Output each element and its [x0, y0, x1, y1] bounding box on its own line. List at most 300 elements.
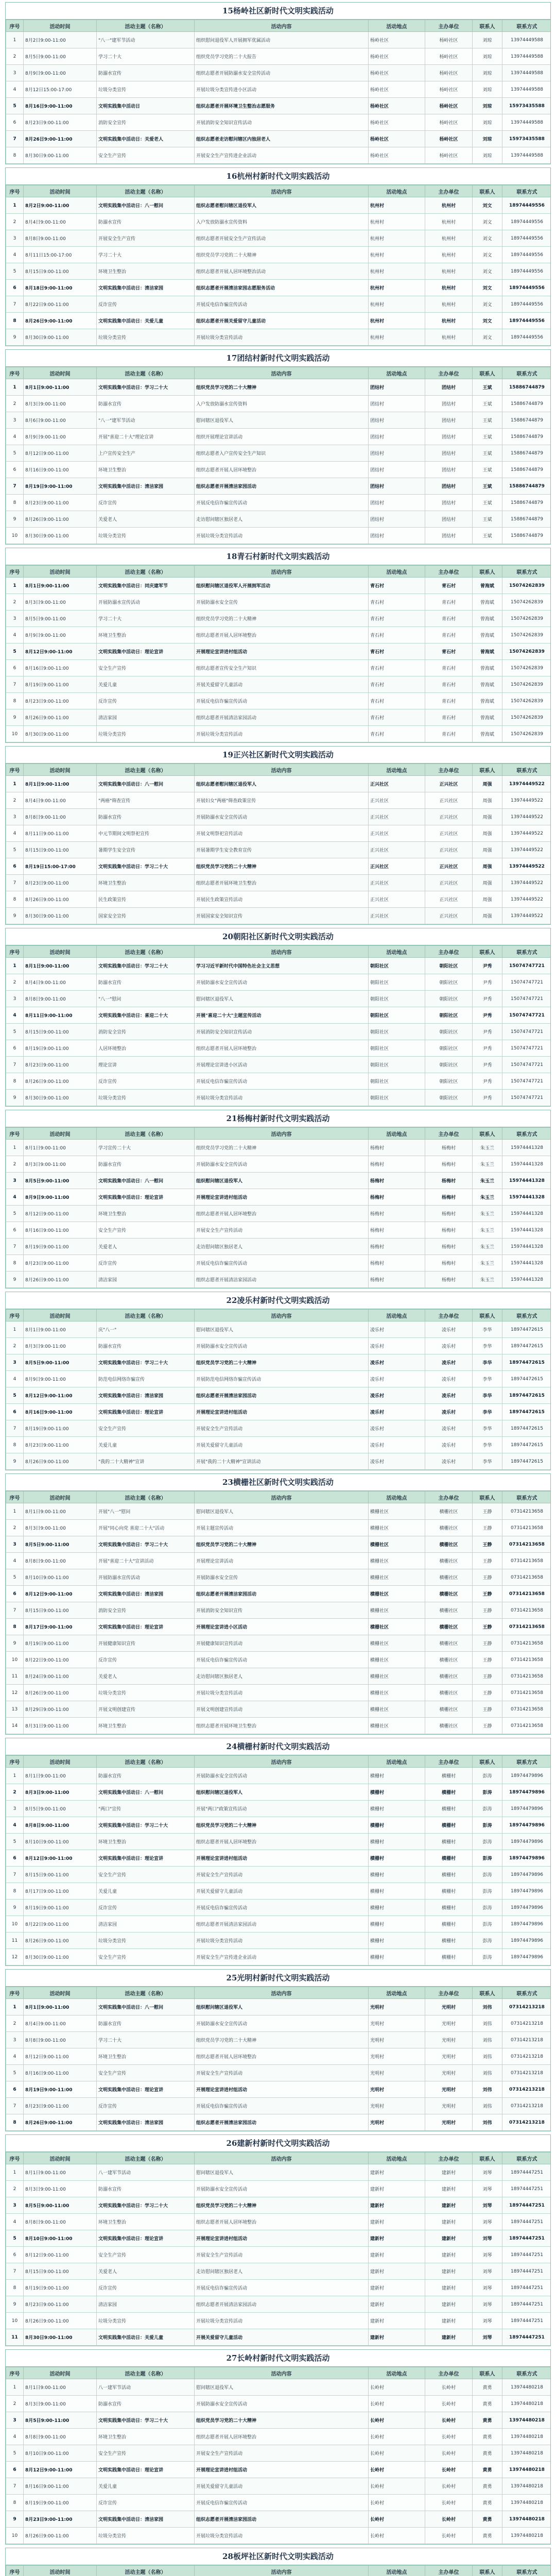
cell-org: 横栅社区 [425, 1536, 473, 1553]
cell-person: 尹秀 [473, 1024, 502, 1040]
cell-place: 长岭村 [369, 2445, 425, 2462]
table-row [6, 1338, 551, 1354]
cell-org: 团结村 [425, 379, 473, 396]
cell-time: 8月5日9:00-11:00 [24, 1354, 97, 1371]
cell-time: 8月26日9:00-11:00 [24, 511, 97, 528]
cell-org: 横栅村 [425, 1850, 473, 1867]
cell-person: 王静 [473, 1619, 502, 1635]
cell-place: 长岭村 [369, 2528, 425, 2544]
cell-tel: 13974449522 [502, 842, 551, 858]
cell-tel: 13974480218 [502, 2528, 551, 2544]
cell-tel: 18974479896 [502, 1834, 551, 1850]
cell-org: 正兴社区 [425, 908, 473, 924]
header-person: 联系人 [473, 1128, 502, 1140]
cell-place: 横栅社区 [369, 1602, 425, 1619]
header-name: 活动主题（名称） [97, 2367, 195, 2379]
cell-no: 7 [6, 875, 24, 891]
cell-person: 彭涛 [473, 1916, 502, 1933]
cell-name: 安全生产宣传 [97, 2445, 195, 2462]
table-row [6, 2280, 551, 2296]
cell-org: 青石村 [425, 611, 473, 627]
cell-org: 团结村 [425, 462, 473, 478]
header-place: 活动地点 [369, 1756, 425, 1768]
cell-org: 青石村 [425, 643, 473, 660]
cell-org: 杨梅村 [425, 1173, 473, 1189]
activity-table [6, 1309, 551, 1470]
header-person: 联系人 [473, 185, 502, 197]
cell-place: 杨岭社区 [369, 147, 425, 164]
cell-time: 8月26日9:00-11:00 [24, 313, 97, 329]
cell-person: 刘文 [473, 313, 502, 329]
header-person: 联系人 [473, 2566, 502, 2576]
cell-content: 组织志愿者慰问辖区退役军人 [195, 776, 369, 792]
cell-time: 8月30日9:00-11:00 [24, 528, 97, 544]
header-name: 活动主题（名称） [97, 764, 195, 776]
cell-org: 青石村 [425, 660, 473, 676]
activity-section [5, 2548, 551, 2576]
cell-no: 9 [6, 329, 24, 346]
cell-no: 2 [6, 2015, 24, 2032]
cell-no: 3 [6, 611, 24, 627]
cell-no: 8 [6, 891, 24, 908]
cell-no: 5 [6, 1206, 24, 1222]
cell-content: 开展反电信诈骗宣传活动 [195, 2280, 369, 2296]
cell-time: 8月1日9:00-11:00 [24, 1768, 97, 1784]
cell-org: 朝阳社区 [425, 1090, 473, 1106]
cell-time: 8月26日9:00-11:00 [24, 1073, 97, 1090]
cell-tel: 15974441328 [502, 1206, 551, 1222]
cell-content: 组织志愿者开展环境卫生整治 [195, 875, 369, 891]
cell-name: 安全生产宣传 [97, 1867, 195, 1883]
cell-name: 文明实践集中活动日：八一慰问 [97, 776, 195, 792]
cell-place: 正兴社区 [369, 908, 425, 924]
cell-name: 文明实践集中活动日：喜迎二十大 [97, 1007, 195, 1024]
cell-place: 建新村 [369, 2230, 425, 2247]
cell-tel: 18974479896 [502, 1867, 551, 1883]
cell-no: 1 [6, 1140, 24, 1156]
cell-person: 朱玉兰 [473, 1156, 502, 1173]
table-row [6, 2247, 551, 2263]
cell-tel: 13974480218 [502, 2396, 551, 2412]
cell-tel: 13974480218 [502, 2511, 551, 2528]
cell-content: 开展健康知识宣传活动 [195, 1635, 369, 1652]
table-row [6, 792, 551, 809]
table-row [6, 809, 551, 825]
cell-tel: 13974480218 [502, 2429, 551, 2445]
cell-tel: 15074262839 [502, 578, 551, 594]
cell-time: 8月5日9:00-11:00 [24, 1536, 97, 1553]
cell-no: 8 [6, 1255, 24, 1272]
cell-person: 王斌 [473, 429, 502, 445]
cell-content: 走访慰问辖区独居老人 [195, 1239, 369, 1255]
cell-name: 文明实践集中活动日：理论宣讲 [97, 2230, 195, 2247]
cell-person: 彭涛 [473, 1949, 502, 1965]
cell-place: 青石村 [369, 726, 425, 742]
header-content: 活动内容 [195, 1756, 369, 1768]
header-person: 联系人 [473, 1987, 502, 1999]
cell-org: 杭州村 [425, 197, 473, 214]
table-row [6, 32, 551, 48]
header-content: 活动内容 [195, 1128, 369, 1140]
cell-time: 8月19日9:00-11:00 [24, 478, 97, 495]
cell-place: 朝阳社区 [369, 1090, 425, 1106]
cell-tel: 18974479896 [502, 1817, 551, 1834]
cell-person: 刘琴 [473, 2313, 502, 2329]
cell-place: 横栅村 [369, 1867, 425, 1883]
cell-place: 团结村 [369, 396, 425, 412]
cell-no: 2 [6, 214, 24, 230]
cell-org: 长岭村 [425, 2429, 473, 2445]
table-row [6, 1784, 551, 1801]
header-place: 活动地点 [369, 2153, 425, 2164]
cell-person: 刘伟 [473, 2114, 502, 2131]
cell-tel: 15974441328 [502, 1173, 551, 1189]
cell-name: 文明实践集中活动日：清洁家园 [97, 478, 195, 495]
cell-time: 8月22日9:00-11:00 [24, 1652, 97, 1668]
cell-place: 朝阳社区 [369, 1024, 425, 1040]
cell-person: 朱玉兰 [473, 1189, 502, 1206]
cell-time: 8月26日9:00-11:00 [24, 891, 97, 908]
cell-place: 凌乐村 [369, 1321, 425, 1338]
cell-time: 8月15日9:00-11:00 [24, 263, 97, 280]
header-place: 活动地点 [369, 2367, 425, 2379]
table-row [6, 1437, 551, 1453]
cell-org: 青石村 [425, 693, 473, 709]
cell-no: 7 [6, 1602, 24, 1619]
cell-place: 正兴社区 [369, 792, 425, 809]
table-row [6, 2445, 551, 2462]
cell-content: 组织志愿者开展清洁家园活动 [195, 478, 369, 495]
header-content: 活动内容 [195, 1310, 369, 1321]
cell-place: 杨梅村 [369, 1173, 425, 1189]
cell-place: 杨岭社区 [369, 48, 425, 65]
cell-place: 杭州村 [369, 296, 425, 313]
cell-content: 开展关爱留守儿童活动 [195, 2329, 369, 2346]
cell-time: 8月30日9:00-11:00 [24, 1090, 97, 1106]
cell-name: "八一"建军节活动 [97, 32, 195, 48]
cell-time: 8月19日9:00-11:00 [24, 2081, 97, 2098]
cell-tel: 07314213658 [502, 1553, 551, 1569]
cell-person: 刘琴 [473, 2230, 502, 2247]
table-row [6, 1933, 551, 1949]
cell-time: 8月15日9:00-11:00 [24, 2263, 97, 2280]
cell-tel: 15074747721 [502, 958, 551, 974]
cell-no: 8 [6, 1619, 24, 1635]
cell-org: 凌乐村 [425, 1338, 473, 1354]
cell-time: 8月12日9:00-11:00 [24, 2048, 97, 2065]
cell-person: 彭涛 [473, 1883, 502, 1900]
cell-name: 关爱老人 [97, 1239, 195, 1255]
table-row [6, 2528, 551, 2544]
cell-person: 刘琼 [473, 32, 502, 48]
cell-name: 学习二十大 [97, 247, 195, 263]
cell-place: 横栅村 [369, 1850, 425, 1867]
cell-name: 防溺水宣传 [97, 2396, 195, 2412]
cell-no: 5 [6, 643, 24, 660]
cell-time: 8月23日9:00-11:00 [24, 1437, 97, 1453]
cell-time: 8月8日9:00-11:00 [24, 2429, 97, 2445]
cell-content: 组织志愿者走访慰问辖区内独居老人 [195, 131, 369, 147]
cell-tel: 13974480218 [502, 2478, 551, 2495]
section-title: 27长岭村新时代文明实践活动 [6, 2350, 550, 2367]
cell-org: 横栅村 [425, 1949, 473, 1965]
cell-place: 杭州村 [369, 247, 425, 263]
header-time: 活动时间 [24, 566, 97, 578]
cell-time: 8月19日9:00-11:00 [24, 2495, 97, 2511]
cell-content: 组织志愿者开展清洁家园活动 [195, 1916, 369, 1933]
cell-name: 文明实践集中活动日：理论宣讲 [97, 643, 195, 660]
cell-place: 朝阳社区 [369, 1007, 425, 1024]
cell-content: 组织志愿者开展人居环境整治 [195, 1040, 369, 1057]
header-time: 活动时间 [24, 1310, 97, 1321]
cell-time: 8月5日9:00-11:00 [24, 611, 97, 627]
table-row [6, 81, 551, 98]
cell-content: 开展关爱留守儿童活动 [195, 1883, 369, 1900]
cell-no: 6 [6, 1222, 24, 1239]
cell-no: 10 [6, 1652, 24, 1668]
cell-place: 杨梅村 [369, 1189, 425, 1206]
cell-tel: 15074262839 [502, 611, 551, 627]
cell-content: 组织慰问辖区退役军人 [195, 1173, 369, 1189]
cell-tel: 18974447251 [502, 2181, 551, 2197]
cell-name: 学习二十大 [97, 611, 195, 627]
cell-place: 横栅村 [369, 1883, 425, 1900]
cell-person: 李华 [473, 1354, 502, 1371]
cell-content: 开展理论宣讲进小区活动 [195, 1619, 369, 1635]
cell-content: 组织志愿者开展清洁家园志愿服务活动 [195, 280, 369, 296]
cell-place: 横栅村 [369, 1916, 425, 1933]
cell-place: 横栅社区 [369, 1685, 425, 1701]
cell-content: 组织党员学习党的二十大精神 [195, 2197, 369, 2214]
cell-time: 8月3日9:00-11:00 [24, 1338, 97, 1354]
activity-table [6, 2565, 551, 2576]
header-content: 活动内容 [195, 367, 369, 379]
activity-section [5, 1473, 551, 1735]
cell-time: 8月26日9:00-11:00 [24, 709, 97, 726]
cell-person: 刘文 [473, 263, 502, 280]
cell-content: 组织志愿者开展人居环境整治 [195, 627, 369, 643]
cell-time: 8月12日9:00-11:00 [24, 1850, 97, 1867]
header-no: 序号 [6, 764, 24, 776]
cell-org: 朝阳社区 [425, 958, 473, 974]
cell-org: 横栅社区 [425, 1652, 473, 1668]
cell-org: 青石村 [425, 676, 473, 693]
section-title: 22凌乐村新时代文明实践活动 [6, 1292, 550, 1309]
cell-content: 开展防溺水安全宣传 [195, 1569, 369, 1586]
cell-place: 朝阳社区 [369, 991, 425, 1007]
cell-tel: 18974449556 [502, 263, 551, 280]
cell-name: 垃圾分类宣传 [97, 2313, 195, 2329]
cell-place: 杨梅村 [369, 1222, 425, 1239]
cell-no: 4 [6, 1817, 24, 1834]
table-row [6, 280, 551, 296]
cell-content: 慰问辖区退役军人 [195, 2379, 369, 2396]
cell-name: 文明实践集中活动日：理论宣讲 [97, 2462, 195, 2478]
header-org: 主办单位 [425, 367, 473, 379]
table-row [6, 1173, 551, 1189]
cell-content: 开展垃圾分类宣传活动 [195, 2528, 369, 2544]
cell-content: 开展防溺水安全宣传活动 [195, 2015, 369, 2032]
cell-tel: 15974441328 [502, 1222, 551, 1239]
cell-content: 开展暑期学生安全教育宣传 [195, 842, 369, 858]
cell-person: 王静 [473, 1701, 502, 1718]
cell-name: 防溺水宣传 [97, 2015, 195, 2032]
cell-content: 开展安全生产宣传活动 [195, 1420, 369, 1437]
cell-org: 长岭村 [425, 2478, 473, 2495]
cell-tel: 07314213658 [502, 1602, 551, 1619]
cell-content: 组织志愿者开展清洁家园活动 [195, 2114, 369, 2131]
cell-name: 学习宣传二十大 [97, 1140, 195, 1156]
cell-time: 8月8日9:00-11:00 [24, 991, 97, 1007]
cell-place: 杭州村 [369, 280, 425, 296]
cell-place: 青石村 [369, 611, 425, 627]
cell-name: 文明实践集中活动日：关爱儿童 [97, 2329, 195, 2346]
cell-org: 长岭村 [425, 2495, 473, 2511]
cell-time: 8月30日9:00-11:00 [24, 908, 97, 924]
cell-org: 朝阳社区 [425, 1007, 473, 1024]
header-name: 活动主题（名称） [97, 2566, 195, 2576]
cell-time: 8月4日9:00-11:00 [24, 974, 97, 991]
cell-no: 6 [6, 1040, 24, 1057]
section-title: 21杨梅村新时代文明实践活动 [6, 1110, 550, 1127]
cell-place: 杭州村 [369, 263, 425, 280]
header-org: 主办单位 [425, 764, 473, 776]
header-no: 序号 [6, 1128, 24, 1140]
table-row [6, 958, 551, 974]
cell-name: 清洁家园 [97, 1916, 195, 1933]
header-org: 主办单位 [425, 566, 473, 578]
cell-name: "八一"慰问 [97, 991, 195, 1007]
cell-content: 慰问辖区退役军人 [195, 1321, 369, 1338]
cell-person: 周强 [473, 891, 502, 908]
header-content: 活动内容 [195, 2153, 369, 2164]
cell-no: 7 [6, 1057, 24, 1073]
table-row [6, 2313, 551, 2329]
cell-org: 杭州村 [425, 263, 473, 280]
cell-content: 走访慰问辖区独居老人 [195, 1668, 369, 1685]
cell-no: 10 [6, 726, 24, 742]
cell-content: 开展垃圾分类宣传活动 [195, 1685, 369, 1701]
cell-time: 8月1日9:00-11:00 [24, 578, 97, 594]
cell-time: 8月18日9:00-11:00 [24, 280, 97, 296]
table-row [6, 1553, 551, 1569]
cell-name: 环境卫生整治 [97, 2214, 195, 2230]
cell-content: 组织志愿者开展环境卫生整治 [195, 1718, 369, 1734]
cell-name: 安全生产宣传 [97, 2065, 195, 2081]
header-name: 活动主题（名称） [97, 1310, 195, 1321]
cell-place: 杨梅村 [369, 1239, 425, 1255]
cell-place: 团结村 [369, 462, 425, 478]
cell-org: 团结村 [425, 396, 473, 412]
cell-person: 王静 [473, 1520, 502, 1536]
cell-tel: 15074262839 [502, 627, 551, 643]
activity-table [6, 764, 551, 924]
cell-person: 曾海斌 [473, 676, 502, 693]
cell-no: 3 [6, 1354, 24, 1371]
cell-content: 开展反电信诈骗宣传活动 [195, 2495, 369, 2511]
header-place: 活动地点 [369, 764, 425, 776]
cell-person: 黄勇 [473, 2429, 502, 2445]
cell-place: 杭州村 [369, 313, 425, 329]
cell-content: 开展理论宣讲进村组活动 [195, 1850, 369, 1867]
activity-section [5, 1110, 551, 1289]
cell-org: 光明村 [425, 2032, 473, 2048]
header-place: 活动地点 [369, 367, 425, 379]
cell-person: 彭涛 [473, 1933, 502, 1949]
cell-org: 杭州村 [425, 329, 473, 346]
cell-person: 刘伟 [473, 2015, 502, 2032]
cell-place: 光明村 [369, 2098, 425, 2114]
table-row [6, 1801, 551, 1817]
cell-name: 开展"同心向党 喜迎二十大"活动 [97, 1520, 195, 1536]
table-row [6, 1569, 551, 1586]
cell-no: 5 [6, 1834, 24, 1850]
cell-no: 4 [6, 2429, 24, 2445]
cell-no: 1 [6, 1321, 24, 1338]
table-row [6, 2114, 551, 2131]
header-org: 主办单位 [425, 185, 473, 197]
cell-tel: 18974449556 [502, 247, 551, 263]
cell-content: 开展反电信诈骗宣传活动 [195, 1255, 369, 1272]
cell-org: 朝阳社区 [425, 1040, 473, 1057]
cell-person: 王静 [473, 1652, 502, 1668]
header-row [6, 1756, 551, 1768]
cell-content: 开展民生政策宣传活动 [195, 891, 369, 908]
table-row [6, 825, 551, 842]
cell-no: 2 [6, 1156, 24, 1173]
table-row [6, 643, 551, 660]
table-row [6, 379, 551, 396]
cell-person: 李华 [473, 1338, 502, 1354]
cell-content: 开展文明创建宣传活动 [195, 1701, 369, 1718]
cell-content: 开展安全生产宣传活动 [195, 2445, 369, 2462]
cell-place: 横栅社区 [369, 1553, 425, 1569]
cell-person: 彭涛 [473, 1768, 502, 1784]
cell-name: 学习二十大 [97, 2032, 195, 2048]
header-org: 主办单位 [425, 2153, 473, 2164]
cell-no: 8 [6, 2114, 24, 2131]
header-no: 序号 [6, 566, 24, 578]
cell-content: 开展理论宣讲进村组活动 [195, 1404, 369, 1420]
cell-tel: 15886744879 [502, 429, 551, 445]
header-name: 活动主题（名称） [97, 185, 195, 197]
cell-org: 团结村 [425, 495, 473, 511]
cell-name: 安全生产宣传 [97, 660, 195, 676]
header-tel: 联系方式 [502, 2566, 551, 2576]
table-row [6, 1817, 551, 1834]
cell-time: 8月1日9:00-11:00 [24, 1999, 97, 2015]
header-tel: 联系方式 [502, 2367, 551, 2379]
cell-time: 8月23日9:00-11:00 [24, 875, 97, 891]
cell-place: 凌乐村 [369, 1437, 425, 1453]
header-content: 活动内容 [195, 1987, 369, 1999]
cell-tel: 15886744879 [502, 379, 551, 396]
cell-name: 上户宣传安全生产 [97, 445, 195, 462]
cell-person: 彭涛 [473, 1834, 502, 1850]
cell-tel: 07314213218 [502, 2114, 551, 2131]
cell-time: 8月17日9:00-11:00 [24, 1883, 97, 1900]
table-row [6, 2065, 551, 2081]
cell-time: 8月9日9:00-11:00 [24, 65, 97, 81]
cell-tel: 07314213658 [502, 1668, 551, 1685]
cell-no: 12 [6, 1685, 24, 1701]
cell-org: 建新村 [425, 2164, 473, 2181]
cell-time: 8月23日9:00-11:00 [24, 114, 97, 131]
cell-person: 彭涛 [473, 1817, 502, 1834]
cell-time: 8月9日9:00-11:00 [24, 429, 97, 445]
cell-org: 杨岭社区 [425, 114, 473, 131]
cell-content: 开展文明祭祀宣传活动 [195, 825, 369, 842]
